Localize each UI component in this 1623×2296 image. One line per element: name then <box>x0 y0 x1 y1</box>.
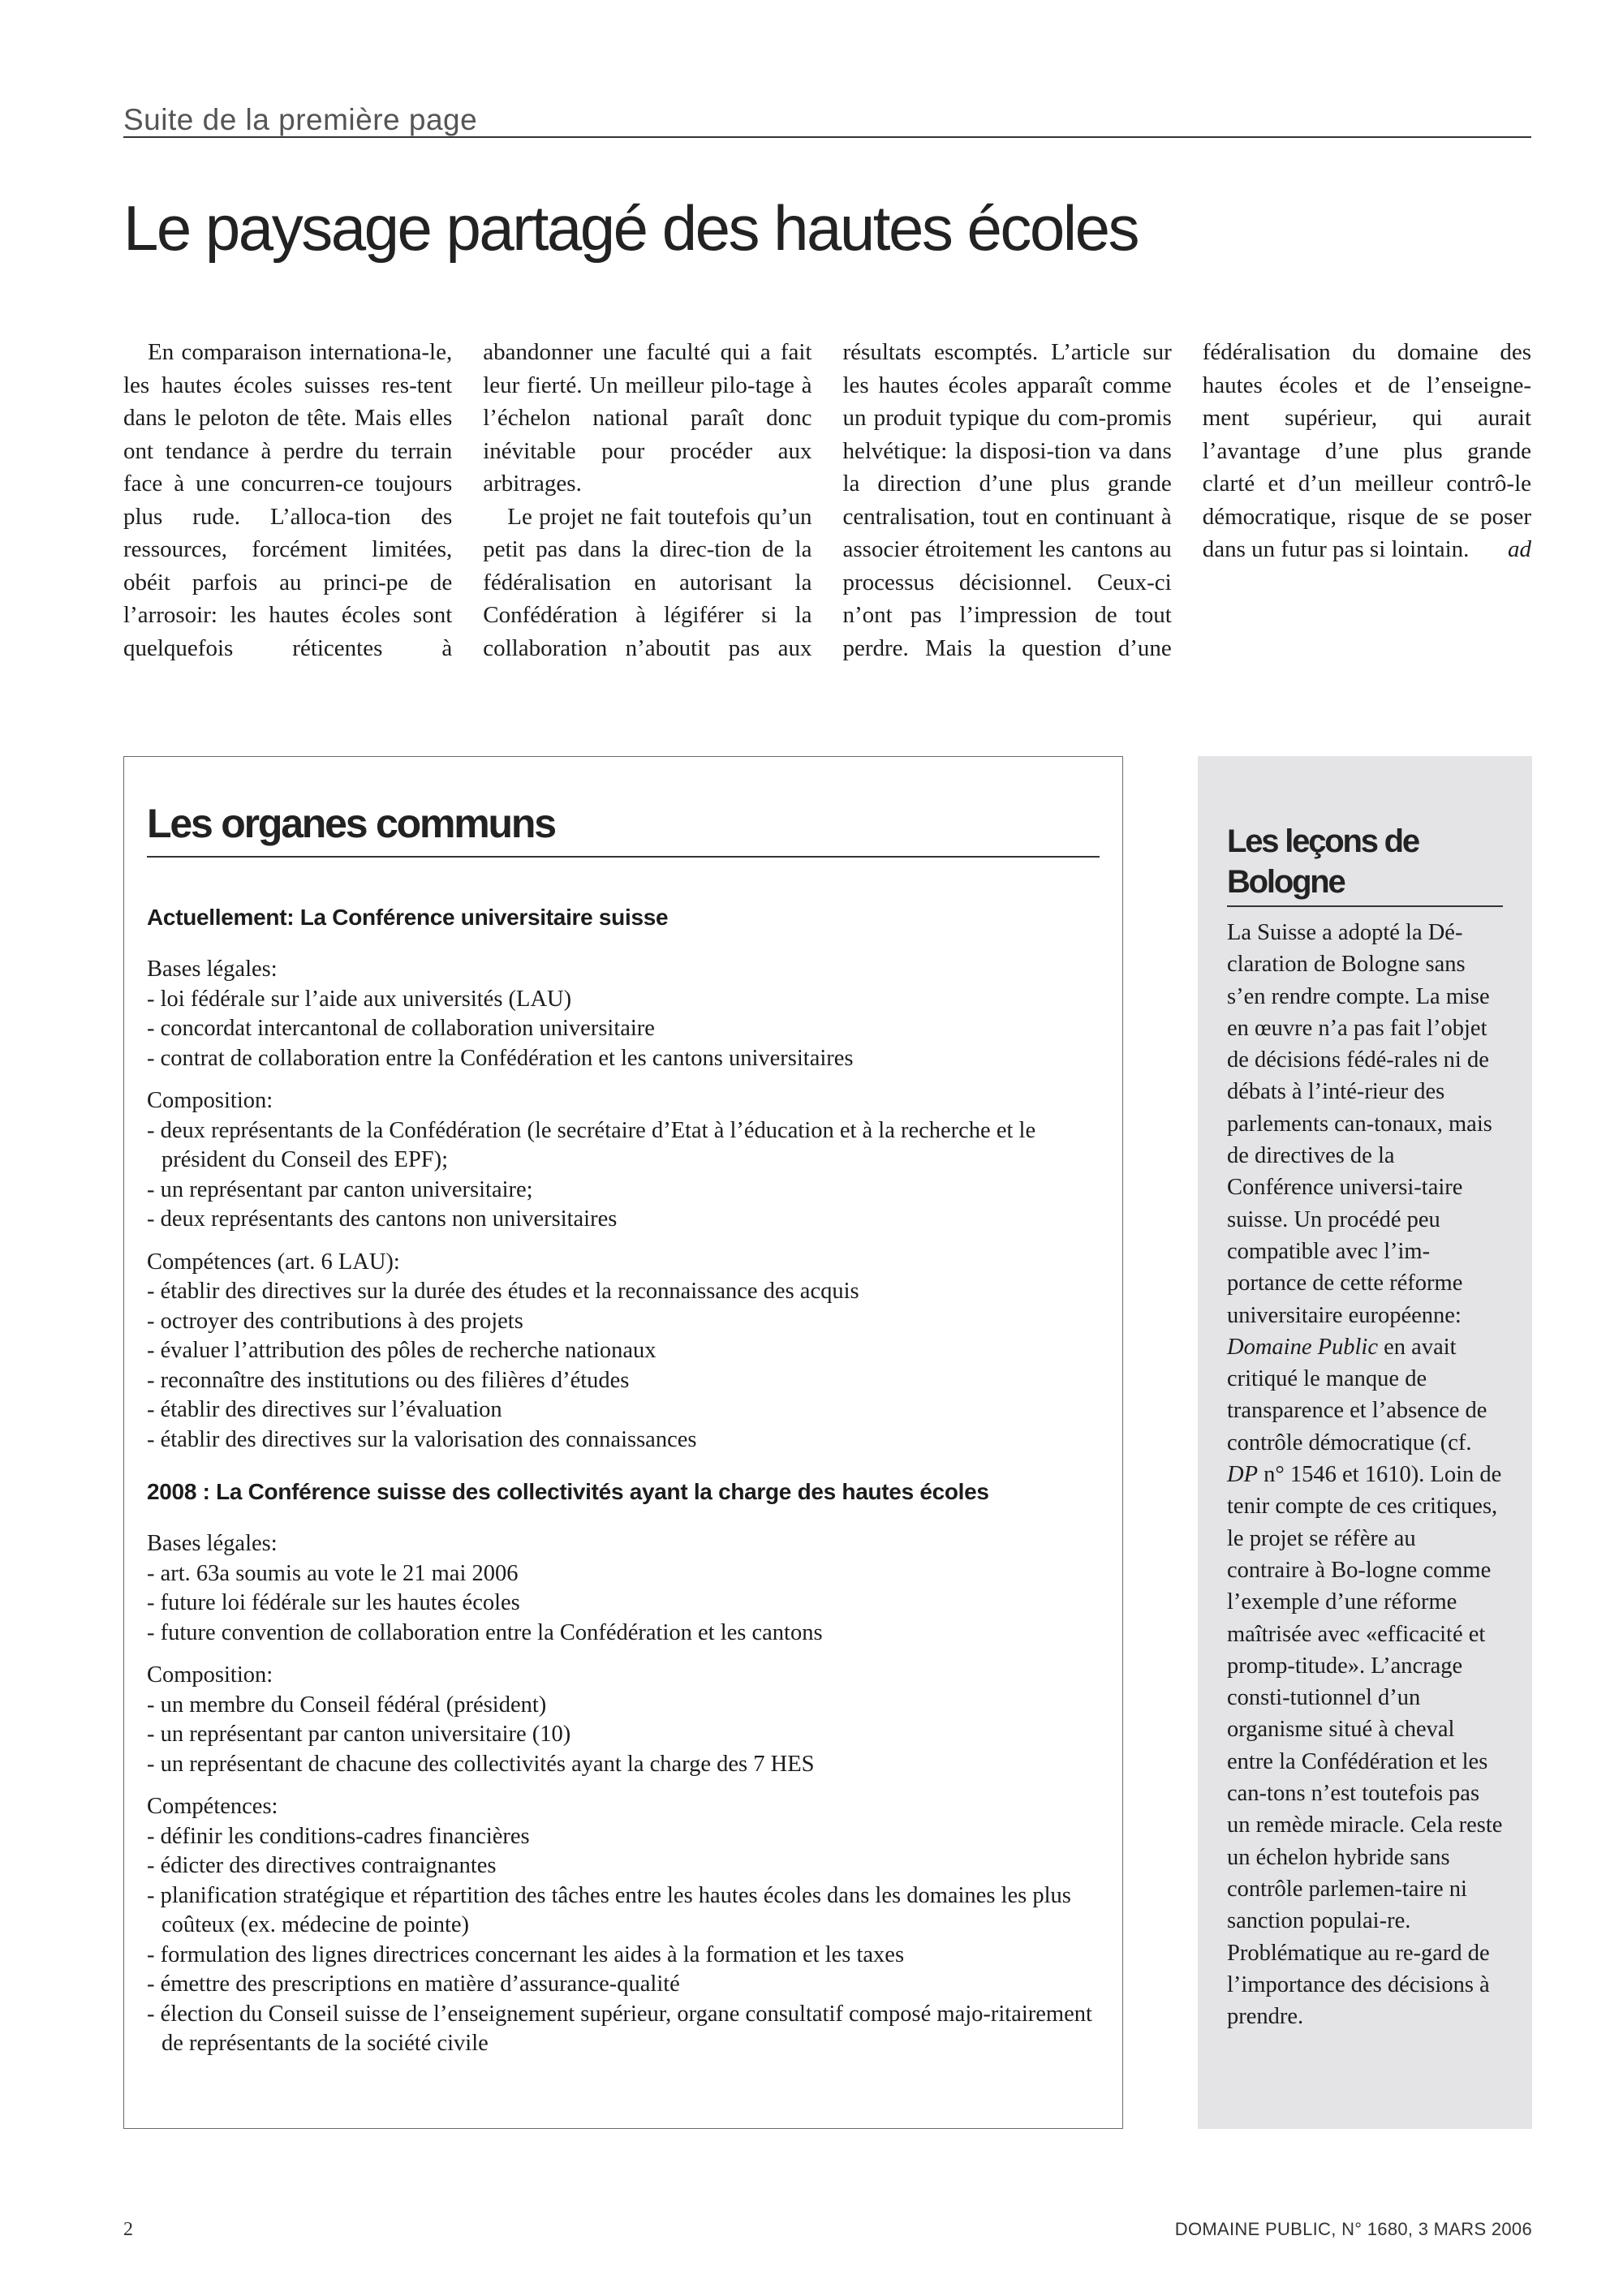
list-item: - deux représentants des cantons non universitaires <box>147 1205 1113 1235</box>
item-list <box>147 1116 1113 1235</box>
info-box-organes-communs <box>123 756 1123 2129</box>
group-composition <box>147 1086 1113 1235</box>
list-item: - octroyer des contributions à des projets <box>147 1307 1113 1337</box>
list-item: - émettre des prescriptions en matière d’assurance-qualité <box>147 1970 1113 2000</box>
section-title-2008: 2008 : La Conférence suisse des collectivités ayant la charge des hautes écoles <box>147 1479 989 1504</box>
sidebar-text-part-1: La Suisse a adopté la Dé-claration de Bologne sans s’en rendre compte. La mise en œuvre n’a pas fait l’objet de décisions fédé-rales ni de débats à l’inté-rieur des parlements can-tonaux, mais de directives de la Conférence universi-taire suisse. Un procédé peu compatible avec l’im-portance de cette réforme universitaire européenne: <box>1227 920 1492 1328</box>
sidebar-text <box>1227 917 1503 2032</box>
list-item: - établir des directives sur l’évaluation <box>147 1395 1113 1425</box>
group-composition <box>147 1661 1113 1779</box>
list-item: - établir des directives sur la valorisation des connaissances <box>147 1425 1113 1455</box>
list-item: - contrat de collaboration entre la Confédération et les cantons universitaires <box>147 1044 1113 1074</box>
article-body <box>123 336 1531 670</box>
list-item: - future convention de collaboration entre la Confédération et les cantons <box>147 1619 1113 1649</box>
group-label: Bases légales: <box>147 957 278 982</box>
list-item: - planification stratégique et répartition des tâches entre les hautes écoles dans les domaines les plus coûteux (ex. médecine de pointe) <box>147 1881 1113 1941</box>
list-item: - édicter des directives contraignantes <box>147 1851 1113 1881</box>
list-item: - reconnaître des institutions ou des filières d’études <box>147 1366 1113 1396</box>
group-bases-legales <box>147 1529 1113 1648</box>
article-signature: ad <box>1508 536 1531 562</box>
list-item: - un membre du Conseil fédéral (président) <box>147 1691 1113 1721</box>
group-label: Composition: <box>147 1088 273 1113</box>
list-item: - évaluer l’attribution des pôles de recherche nationaux <box>147 1336 1113 1366</box>
group-label: Bases légales: <box>147 1531 278 1556</box>
item-list <box>147 1277 1113 1455</box>
page-number: 2 <box>123 2219 133 2240</box>
section-title-current: Actuellement: La Conférence universitaire suisse <box>147 905 669 930</box>
sidebar-text-part-3: n° 1546 et 1610). Loin de tenir compte de ces critiques, le projet se réfère au contraire à Bo-logne comme l’exemple d’une réforme maîtrisée avec «efficacité et promp-titude». L’ancrage consti-tutionnel d’un organisme situé à cheval entre la Confédération et les can-tons n’est toutefois pas un remède miracle. Cela reste un échelon hybride sans contrôle parlemen-taire ni sanction populai-re. Problématique au re-gard de l’importance des décisions à prendre. <box>1227 1462 1503 2030</box>
sidebar-title: Les leçons de Bologne <box>1227 821 1503 907</box>
group-label: Composition: <box>147 1662 273 1688</box>
list-item: - élection du Conseil suisse de l’enseignement supérieur, organe consultatif composé majo-ritairement de représentants de la société civile <box>147 2000 1113 2059</box>
group-competences <box>147 1792 1113 2059</box>
dp-abbreviation: DP <box>1227 1462 1258 1488</box>
box-title: Les organes communs <box>147 799 1100 858</box>
box-body <box>147 903 1113 2072</box>
group-label: Compétences (art. 6 LAU): <box>147 1249 400 1275</box>
item-list <box>147 1559 1113 1649</box>
item-list <box>147 1822 1113 2059</box>
list-item: - établir des directives sur la durée des études et la reconnaissance des acquis <box>147 1277 1113 1307</box>
issue-info: DOMAINE PUBLIC, N° 1680, 3 MARS 2006 <box>1174 2219 1532 2239</box>
publication-name: Domaine Public <box>1227 1334 1379 1360</box>
sidebar-bologne <box>1198 756 1532 2129</box>
group-label: Compétences: <box>147 1794 278 1819</box>
item-list <box>147 985 1113 1074</box>
article-paragraph-2-text: Le projet ne fait toutefois qu’un petit pas dans la direc-tion de la fédéralisation en autorisant la Confédération à légiférer si la collaboration n’aboutit pas aux résultats escomptés. L’article sur les hautes écoles apparaît comme un produit typique du com-promis helvétique: la disposi-tion va dans la direction d’une plus grande centralisation, tout en continuant à associer étroitement les cantons au processus décisionnel. Ceux-ci n’ont pas l’impression de tout perdre. Mais la question d’une fédéralisation du domaine des hautes écoles et de l’enseigne-ment supérieur, qui aurait l’avantage d’une plus grande clarté et d’un meilleur contrô-le démocratique, risque de se poser dans un futur pas si lointain. <box>483 339 1531 661</box>
list-item: - un représentant par canton universitaire (10) <box>147 1720 1113 1750</box>
group-competences <box>147 1248 1113 1455</box>
list-item: - un représentant de chacune des collectivités ayant la charge des 7 HES <box>147 1750 1113 1780</box>
box-section-current <box>147 903 1113 1455</box>
page-title: Le paysage partagé des hautes écoles <box>123 192 1138 264</box>
list-item: - art. 63a soumis au vote le 21 mai 2006 <box>147 1559 1113 1589</box>
list-item: - définir les conditions-cadres financières <box>147 1822 1113 1852</box>
list-item: - loi fédérale sur l’aide aux universités (LAU) <box>147 985 1113 1015</box>
section-kicker: Suite de la première page <box>123 104 1531 138</box>
box-section-2008 <box>147 1477 1113 2059</box>
list-item: - future loi fédérale sur les hautes écoles <box>147 1589 1113 1619</box>
item-list <box>147 1691 1113 1780</box>
sidebar-text-part-2: en avait critiqué le manque de transparence et l’absence de contrôle démocratique (cf. <box>1227 1334 1487 1455</box>
list-item: - formulation des lignes directrices concernant les aides à la formation et les taxes <box>147 1941 1113 1971</box>
group-bases-legales <box>147 955 1113 1073</box>
article-paragraph-1: En comparaison internationa-le, les hautes écoles suisses res-tent dans le peloton de tête. Mais elles ont tendance à perdre du terrain face à une concurren-ce toujours plus rude. L’alloca-tion des ressources, forcément limitées, obéit parfois au princi-pe de l’arrosoir: les hautes écoles sont quelquefois réticentes à abandonner une faculté qui a fait leur fierté. Un meilleur pilo-tage à l’échelon national paraît donc inévitable pour procéder aux arbitrages. <box>123 339 812 661</box>
list-item: - deux représentants de la Confédération (le secrétaire d’Etat à l’éducation et à la recherche et le président du Conseil des EPF); <box>147 1116 1113 1176</box>
list-item: - concordat intercantonal de collaboration universitaire <box>147 1014 1113 1044</box>
list-item: - un représentant par canton universitaire; <box>147 1176 1113 1206</box>
